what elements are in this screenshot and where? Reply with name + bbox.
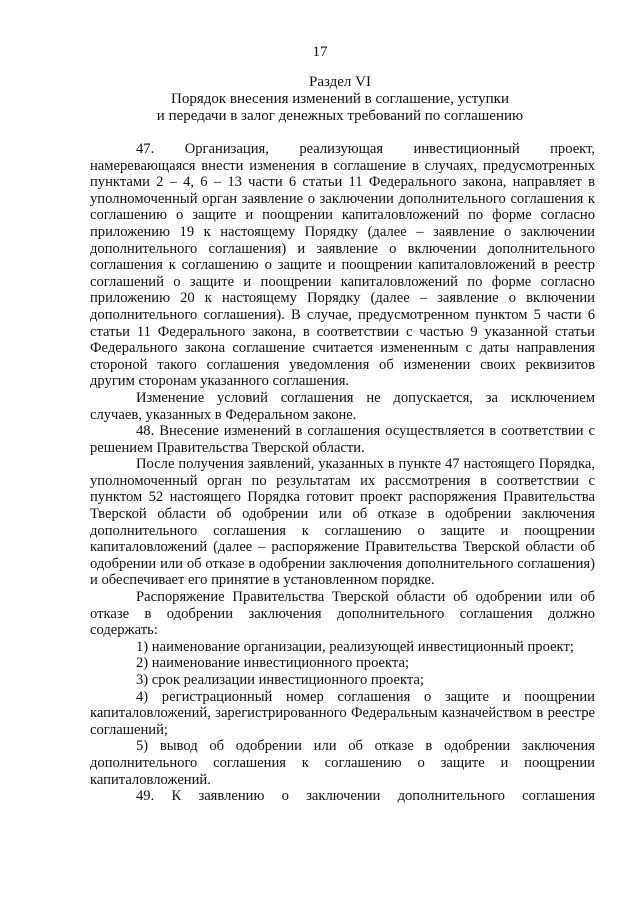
paragraph-49: 49. К заявлению о заключении дополнительного соглашения [136,788,595,805]
section-title: Раздел VI [308,74,371,90]
document-body [90,141,595,805]
section-heading [90,74,590,125]
paragraph-48: 48. Внесение изменений в соглашения осуществляется в соответствии с решением Правительства Тверской области. [90,423,595,456]
paragraph-after-receipt: После получения заявлений, указанных в пункте 47 настоящего Порядка, уполномоченный орган по результатам их рассмотрения в соответствии с пунктом 52 настоящего Порядка готовит проект распоряжения Правительства Тверской области об одобрении или об отказе в одобрении заключения дополнительного соглашения к соглашению о защите и поощрении капиталовложений (далее – распоряжение Правительства Тверской области об одобрении или об отказе в одобрении заключения дополнительного соглашения) и обеспечивает его принятие в установленном порядке. [90,456,595,589]
list-item-5: 5) вывод об одобрении или об отказе в одобрении заключения дополнительного соглашения к соглашению о защите и поощрении капиталовложений. [90,738,595,788]
section-subtitle-line-1: Порядок внесения изменений в соглашение, уступки [171,91,509,107]
list-item-4: 4) регистрационный номер соглашения о защите и поощрении капиталовложений, зарегистрированного Федеральным казначейством в реестре соглашений; [90,688,595,738]
section-subtitle-line-2: и передачи в залог денежных требований по соглашению [156,108,524,124]
paragraph-47: 47. Организация, реализующая инвестиционный проект, намеревающаяся внести изменения в соглашение в случаях, предусмотренных пунктами 2 – 4, 6 – 13 части 6 статьи 11 Федерального закона, направляет в уполномоченный орган заявление о заключении дополнительного соглашения к соглашению о защите и поощрении капиталовложений по форме согласно приложению 19 к настоящему Порядку (далее – заявление о заключении дополнительного соглашения) и заявление о включении дополнительного соглашения к соглашению о защите и поощрении капиталовложений в реестр соглашений о защите и поощрении капиталовложений по форме согласно приложению 20 к настоящему Порядку (далее – заявление о включении дополнительного соглашения). В случае, предусмотренном пунктом 5 части 6 статьи 11 Федерального закона, в соответствии с частью 9 указанной статьи Федерального закона соглашение считается измененным с даты направления стороной такого соглашения уведомления об изменении своих реквизитов другим сторонам указанного соглашения. [90,141,595,390]
list-item-2: 2) наименование инвестиционного проекта; [136,655,410,672]
paragraph-exceptions: Изменение условий соглашения не допускается, за исключением случаев, указанных в Федеральном законе. [90,389,595,423]
paragraph-order-contents: Распоряжение Правительства Тверской области об одобрении или об отказе в одобрении заключения дополнительного соглашения должно содержать: [90,589,595,639]
list-item-1: 1) наименование организации, реализующей инвестиционный проект; [136,638,574,655]
list-item-3: 3) срок реализации инвестиционного проекта; [136,672,424,688]
page-number: 17 [312,44,328,60]
